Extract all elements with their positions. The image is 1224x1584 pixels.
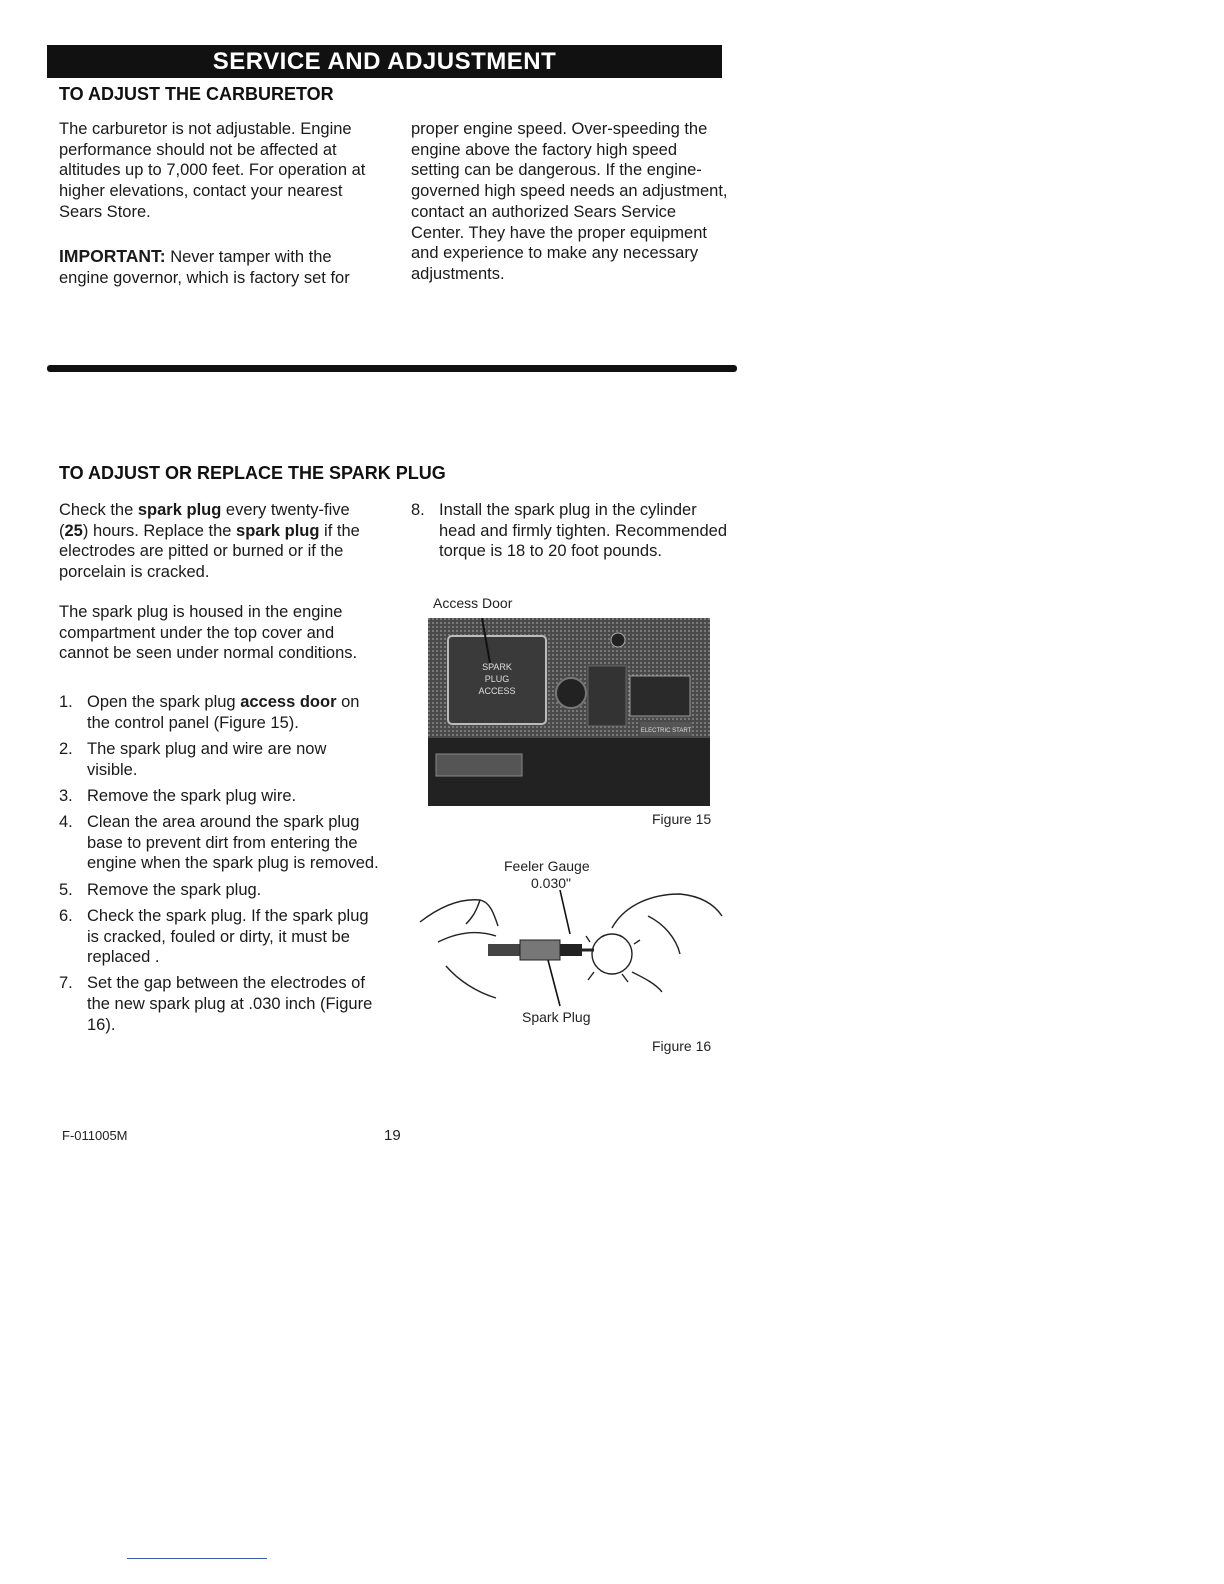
spark-plug-steps [59, 692, 381, 1041]
step-text: Install the spark plug in the cylinder head and firmly tighten. Recommended torque is 18 to 20 foot pounds. [439, 501, 727, 561]
step-number: 3. [59, 786, 73, 805]
step-number: 6. [59, 906, 73, 925]
spark-plug-step-8 [411, 500, 729, 568]
step-text: Remove the spark plug. [87, 880, 262, 899]
step-text: Open the spark plug access door on the control panel (Figure 15). [87, 693, 360, 732]
spark-plug-leader [548, 960, 560, 1006]
page-number: 19 [384, 1127, 401, 1144]
plug-threads [560, 944, 582, 956]
step-item [411, 500, 729, 562]
step-number: 4. [59, 813, 73, 832]
spark-plug-location-paragraph: The spark plug is housed in the engine compartment under the top cover and cannot be seen under normal conditions. [59, 603, 358, 663]
spark-plug-intro [59, 500, 381, 583]
carburetor-heading: TO ADJUST THE CARBURETOR [59, 84, 334, 104]
step-number: 5. [59, 880, 73, 899]
carburetor-left-paragraph: The carburetor is not adjustable. Engine performance should not be affected at altitudes up to 7,000 feet. For operation at higher elevations, contact your nearest Sears Store. [59, 120, 366, 221]
step-number: 8. [411, 501, 425, 519]
step-number: 1. [59, 693, 73, 711]
step-item [59, 880, 381, 901]
step-item [59, 973, 381, 1035]
bottom-link-underline [127, 1558, 267, 1559]
important-text: Never tamper with the engine governor, which is factory set for [59, 248, 350, 287]
control-panel-photo [428, 618, 710, 806]
figure-16-caption: Figure 16 [652, 1038, 712, 1054]
step-text: The spark plug and wire are now visible. [87, 739, 327, 779]
step-number: 7. [59, 974, 73, 993]
step-text: Check the spark plug. If the spark plug is cracked, fouled or dirty, it must be replaced . [87, 906, 369, 967]
document-code: F-011005M [62, 1128, 128, 1143]
plug-terminal [488, 944, 520, 956]
gap-value-callout: 0.030" [531, 875, 572, 891]
right-thumb [632, 972, 662, 992]
section-banner: SERVICE AND ADJUSTMENT [47, 45, 722, 78]
panel-text-3: ACCESS [478, 686, 516, 696]
access-door-callout: Access Door [433, 595, 513, 611]
figure-15-caption: Figure 15 [652, 811, 712, 827]
spark-plug-callout: Spark Plug [522, 1009, 591, 1025]
feeler-gauge-callout: Feeler Gauge [504, 858, 590, 874]
panel-text-1: SPARK [482, 662, 512, 672]
electric-start-text: ELECTRIC START [640, 728, 692, 734]
base-label [436, 754, 522, 776]
step-item [59, 739, 381, 780]
plug-hex-body [520, 940, 560, 960]
step-text: Remove the spark plug wire. [87, 786, 297, 805]
intro-bold-spark-plug-2: spark plug [236, 521, 320, 540]
step-item [59, 812, 381, 874]
intro-text-d: ) hours. Replace the [82, 521, 237, 540]
spark-plug-heading: TO ADJUST OR REPLACE THE SPARK PLUG [59, 463, 446, 483]
step-item [59, 786, 381, 807]
feeler-gauge-leader [560, 890, 570, 934]
intro-text-c: every twenty-five ( [59, 501, 350, 540]
intro-bold-hours: 25 [64, 521, 83, 540]
carburetor-right-paragraph: proper engine speed. Over-speeding the engine above the factory high speed setting can be dangerous. If the engine-governed high speed needs an adjustment, contact an authorized Sears Service Center. They have the proper equipment and experience to make any necessary adjustments. [411, 120, 728, 283]
intro-bold-spark-plug: spark plug [137, 501, 222, 519]
step-text: Clean the area around the spark plug base to prevent dirt from entering the engine when the spark plug is removed. [87, 813, 379, 873]
right-finger [648, 916, 680, 954]
important-note [59, 246, 381, 288]
outlet-knob [556, 678, 586, 708]
step-text: Set the gap between the electrodes of the new spark plug at .030 inch (Figure 16). [87, 974, 373, 1034]
section-divider [47, 365, 737, 372]
feeler-gauge-disc [592, 934, 632, 974]
important-label: IMPORTANT: [59, 246, 166, 266]
left-hand-outline [420, 900, 498, 926]
bold-access-door: access door [240, 693, 337, 711]
right-hand-outline [612, 894, 722, 928]
left-finger [438, 933, 496, 942]
intro-text-e: if the electrodes are pitted or burned or if the porcelain is cracked. [59, 521, 360, 582]
top-indicator [611, 633, 625, 647]
left-knuckle [466, 900, 480, 924]
spark-plug-gap-illustration [418, 888, 724, 1012]
left-thumb [446, 966, 496, 998]
step-item [59, 692, 381, 733]
warning-label [630, 676, 690, 716]
intro-text-a: Check the [59, 501, 138, 519]
step-number: 2. [59, 739, 73, 758]
panel-text-2: PLUG [484, 674, 510, 684]
outlet-block [588, 666, 626, 726]
step-item [59, 906, 381, 968]
